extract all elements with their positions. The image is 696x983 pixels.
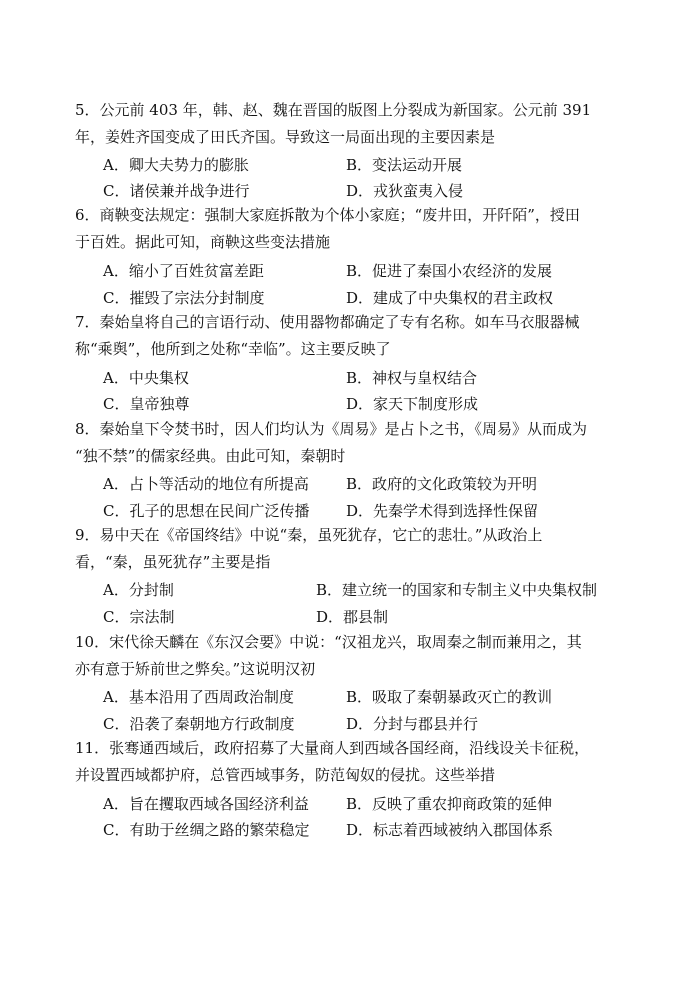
question-8-stem — [75, 416, 635, 469]
question-7-line-1: 7．秦始皇将自己的言语行动、使用器物都确定了专有名称。如车马衣服器械 — [75, 313, 580, 331]
question-10-line-1: 10．宋代徐天麟在《东汉会要》中说：“汉祖龙兴，取周秦之制而兼用之，其 — [75, 633, 582, 651]
q5-option-a: A．卿大夫势力的膨胀 — [103, 156, 249, 174]
question-5-stem — [75, 97, 635, 150]
q10-option-b: B．吸取了秦朝暴政灭亡的教训 — [346, 688, 553, 706]
q5-option-d: D．戎狄蛮夷入侵 — [346, 182, 464, 200]
q10-option-c: C．沿袭了秦朝地方行政制度 — [103, 715, 295, 733]
question-9-line-1: 9．易中天在《帝国终结》中说“秦，虽死犹存，它亡的悲壮。”从政治上 — [75, 526, 543, 544]
question-5-line-2: 年，姜姓齐国变成了田氏齐国。导致这一局面出现的主要因素是 — [75, 127, 496, 146]
q9-option-c: C．宗法制 — [103, 608, 175, 626]
q10-option-a: A．基本沿用了西周政治制度 — [103, 688, 294, 706]
question-8-line-1: 8．秦始皇下令焚书时，因人们均认为《周易》是占卜之书，《周易》从而成为 — [75, 420, 588, 438]
q7-option-c: C．皇帝独尊 — [103, 395, 190, 413]
q8-option-b: B．政府的文化政策较为开明 — [346, 475, 538, 493]
q5-option-b: B．变法运动开展 — [346, 156, 463, 174]
q7-option-b: B．神权与皇权结合 — [346, 369, 478, 387]
question-6-line-1: 6．商鞅变法规定：强制大家庭拆散为个体小家庭；“废井田，开阡陌”，授田 — [75, 206, 580, 224]
q6-option-c: C．摧毁了宗法分封制度 — [103, 289, 265, 307]
question-9-stem — [75, 522, 635, 575]
question-6-stem — [75, 202, 635, 255]
q11-option-a: A．旨在攫取西域各国经济利益 — [103, 795, 309, 813]
question-6-line-2: 于百姓。据此可知，商鞅这些变法措施 — [75, 232, 331, 251]
q5-option-c: C．诸侯兼并战争进行 — [103, 182, 250, 200]
q7-option-d: D．家天下制度形成 — [346, 395, 479, 413]
q6-option-a: A．缩小了百姓贫富差距 — [103, 262, 264, 280]
question-10-line-2: 亦有意于矫前世之弊矣。”这说明汉初 — [75, 659, 316, 678]
q6-option-b: B．促进了秦国小农经济的发展 — [346, 262, 553, 280]
q8-option-c: C．孔子的思想在民间广泛传播 — [103, 502, 310, 520]
q9-option-d: D．郡县制 — [316, 608, 389, 626]
question-8-line-2: “独不禁”的儒家经典。由此可知，秦朝时 — [75, 446, 346, 465]
question-7-line-2: 称“乘舆”，他所到之处称“幸临”。这主要反映了 — [75, 339, 391, 358]
question-11-stem — [75, 735, 635, 788]
q8-option-a: A．占卜等活动的地位有所提高 — [103, 475, 309, 493]
q9-option-a: A．分封制 — [103, 581, 174, 599]
question-5-line-1: 5．公元前 403 年，韩、赵、魏在晋国的版图上分裂成为新国家。公元前 391 — [75, 101, 592, 119]
q11-option-c: C．有助于丝绸之路的繁荣稳定 — [103, 821, 310, 839]
q10-option-d: D．分封与郡县并行 — [346, 715, 479, 733]
q9-option-b: B．建立统一的国家和专制主义中央集权制 — [316, 581, 598, 599]
q7-option-a: A．中央集权 — [103, 369, 189, 387]
q11-option-b: B．反映了重农抑商政策的延伸 — [346, 795, 553, 813]
q11-option-d: D．标志着西域被纳入郡国体系 — [346, 821, 554, 839]
q6-option-d: D．建成了中央集权的君主政权 — [346, 289, 554, 307]
question-10-stem — [75, 629, 635, 682]
question-7-stem — [75, 309, 635, 362]
question-9-line-2: 看，“秦，虽死犹存”主要是指 — [75, 552, 271, 571]
q8-option-d: D．先秦学术得到选择性保留 — [346, 502, 539, 520]
question-11-line-2: 并设置西域都护府，总管西域事务，防范匈奴的侵扰。这些举措 — [75, 765, 496, 784]
question-11-line-1: 11．张骞通西域后，政府招募了大量商人到西域各国经商，沿线设关卡征税， — [75, 739, 590, 757]
